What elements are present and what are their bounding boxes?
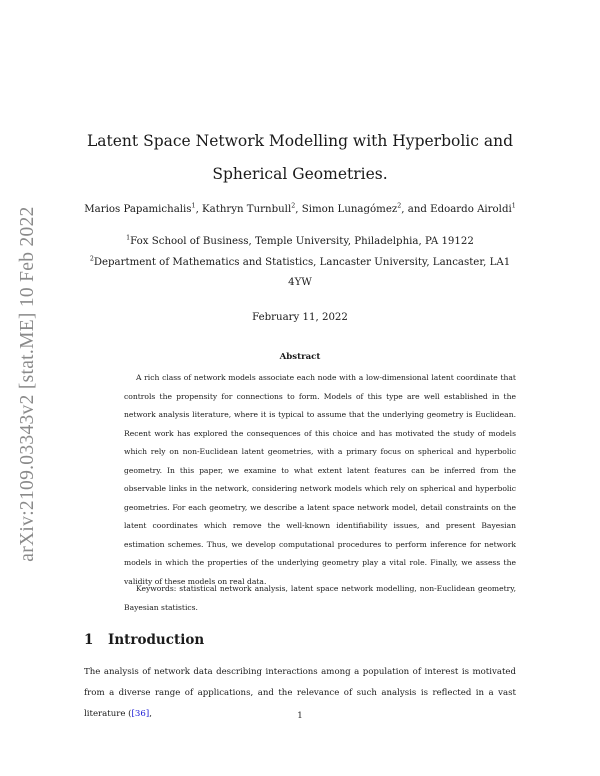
author-affiliation-marker: 1 — [511, 202, 516, 210]
affiliation-marker: 1 — [126, 234, 131, 242]
intro-punctuation: , — [149, 709, 152, 719]
page-number: 1 — [297, 711, 303, 721]
citation-link[interactable]: [36] — [131, 709, 150, 719]
affiliation-text: Department of Mathematics and Statistics, Lancaster University, Lancaster, LA1 — [93, 257, 511, 268]
affiliation-1 — [0, 236, 600, 247]
author-name: Kathryn Turnbull — [202, 204, 292, 215]
author-affiliation-marker: 2 — [291, 202, 296, 210]
arxiv-identifier: arXiv:2109.03343v2 [stat.ME] 10 Feb 2022 — [17, 206, 38, 562]
section-heading — [84, 632, 204, 648]
affiliation-text: Fox School of Business, Temple University, Philadelphia, PA 19122 — [130, 236, 474, 247]
title-line-2: Spherical Geometries. — [212, 165, 388, 183]
affiliation-marker: 2 — [89, 255, 94, 263]
author-affiliation-marker: 1 — [191, 202, 196, 210]
section-number: 1 — [84, 632, 94, 648]
author-affiliation-marker: 2 — [397, 202, 402, 210]
abstract-heading: Abstract — [279, 352, 321, 362]
title-line-1: Latent Space Network Modelling with Hyperbolic and — [87, 132, 513, 150]
author-name: Marios Papamichalis — [84, 204, 192, 215]
author-list — [0, 204, 600, 215]
author-name: Edoardo Airoldi — [430, 204, 512, 215]
section-title: Introduction — [108, 632, 205, 648]
author-separator: , and — [401, 204, 431, 215]
abstract-text: A rich class of network models associate each node with a low-dimensional latent coordinate that controls the propensity for connections to form. Models of this type are well established in the network analysis literature, where it is typical to assume that the underlying geometry is Euclidean. Recent work has explored the consequences of this choice and has motivated the study of models which rely on non-Euclidean latent geometries, with a primary focus on spherical and hyperbolic geometry. In this paper, we examine to what extent latent features can be inferred from the observable links in the network, considering network models which rely on spherical and hyperbolic geometries. For each geometry, we describe a latent space network model, detail constraints on the latent coordinates which remove the well-known identifiability issues, and present Bayesian estimation schemes. Thus, we develop computational procedures to perform inference for network models in which the properties of the underlying geometry play a vital role. Finally, we assess the validity of these models on real data. — [124, 373, 516, 587]
author-separator: , — [195, 204, 203, 215]
author-name: Simon Lunagómez — [301, 204, 398, 215]
affiliation-2-continued: 4YW — [288, 277, 312, 288]
keywords: Keywords: statistical network analysis, latent space network modelling, non-Euclidean geometry, Bayesian statistics. — [124, 584, 516, 612]
intro-text: The analysis of network data describing interactions among a population of interest is motivated from a diverse range of applications, and the relevance of such analysis is reflected in a vast literature ( — [84, 667, 516, 719]
author-separator: , — [295, 204, 302, 215]
publication-date: February 11, 2022 — [252, 312, 348, 323]
affiliation-2 — [0, 257, 600, 268]
